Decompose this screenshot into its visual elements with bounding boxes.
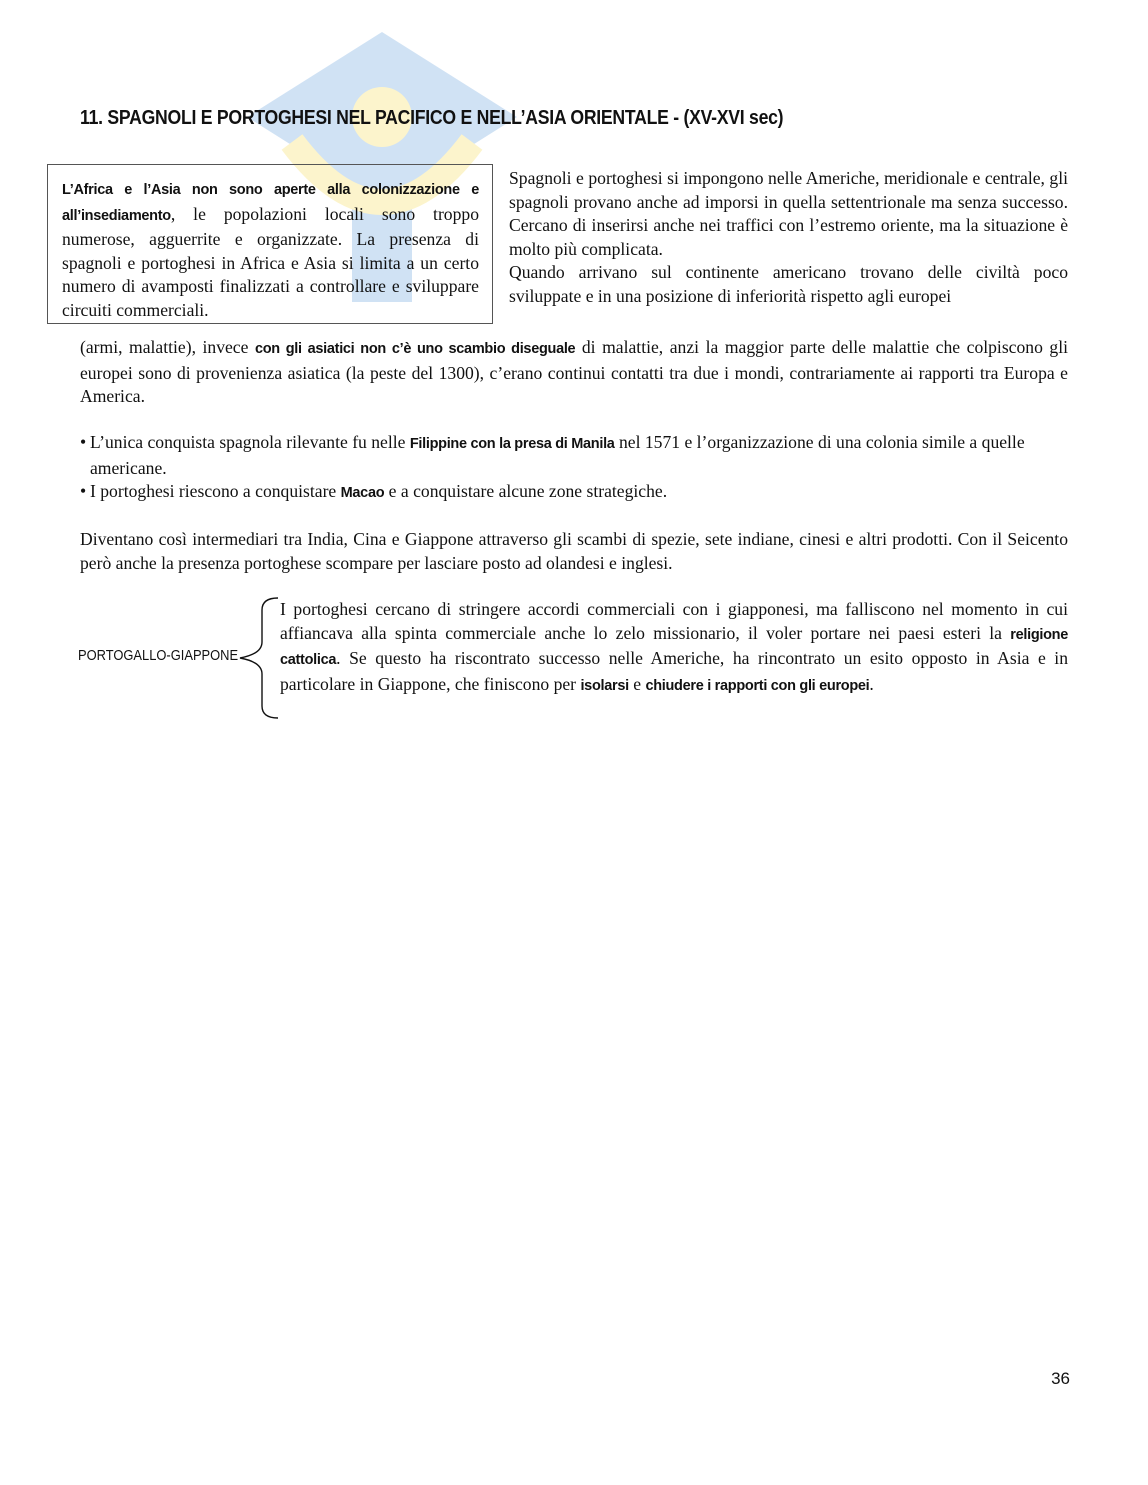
info-box-highlight: L’Africa e l’Asia non sono aperte alla colonizzazione e all’insediamento <box>62 182 479 224</box>
bullet-after: nel 1571 e l’organizzazione di una colonia simile a quelle americane. <box>90 432 1025 478</box>
intermediari-paragraph: Diventano così intermediari tra India, Cina e Giappone attraverso gli scambi di spezie, sete indiane, cinesi e altri prodotti. Con il Seicento però anche la presenza portoghese scompare per lasciare posto ad olandesi e inglesi. <box>80 529 1068 573</box>
section-heading: 11. SPAGNOLI E PORTOGHESI NEL PACIFICO E NELL’ASIA ORIENTALE - (XV-XVI sec) <box>80 106 784 129</box>
branch-text-4: . <box>869 673 874 694</box>
right-paragraph-1: Spagnoli e portoghesi si impongono nelle Americhe, meridionale e centrale, gli spagnoli provano anche ad imporsi in quella settentrionale ma senza successo. Cercano di inserirsi anche nei traffici con l’estremo oriente, ma la situazione è molto più complicata. <box>509 168 1068 259</box>
branch-highlight-1: religione cattolica <box>280 626 1068 668</box>
continuation-highlight: con gli asiatici non c’è uno scambio diseguale <box>254 341 576 357</box>
page-number: 36 <box>1051 1369 1070 1388</box>
continuation-after: di malattie, anzi la maggior parte delle malattie che colpiscono gli europei sono di provenienza asiatica (la peste del 1300), c’erano continui contatti tra due i mondi, contrariamente ai rapporti tra Europa e America. <box>80 337 1068 406</box>
list-item <box>80 431 1068 480</box>
branch-label: PORTOGALLO-GIAPPONE <box>78 647 239 664</box>
branch-text-1: I portoghesi cercano di stringere accordi commerciali con i giapponesi, ma falliscono nel momento in cui affiancava alla spinta commerciale anche lo zelo missionario, il voler portare nei paesi esteri la <box>280 599 1068 643</box>
continuation-before: (armi, malattie), invece <box>80 337 255 357</box>
branch-text <box>280 598 1068 698</box>
bullet-before: I portoghesi riescono a conquistare <box>90 481 341 501</box>
continuation-paragraph <box>80 336 1068 409</box>
right-column <box>509 167 1068 308</box>
curly-brace-icon <box>232 596 282 720</box>
bullet-highlight: Macao <box>340 485 385 501</box>
info-box-text <box>62 177 479 322</box>
branch-highlight-2: isolarsi <box>580 677 629 694</box>
info-box-body: , le popolazioni locali sono troppo numerose, agguerrite e organizzate. La presenza di spagnoli e portoghesi in Africa e Asia si limita a un certo numero di avamposti finalizzati a controllare e sviluppare circuiti commerciali. <box>62 203 479 320</box>
branch-highlight-3: chiudere i rapporti con gli europei <box>645 677 870 694</box>
bullet-highlight: Filippine con la presa di Manila <box>409 436 615 452</box>
bullet-list <box>80 431 1068 506</box>
right-paragraph-2: Quando arrivano sul continente americano trovano delle civiltà poco sviluppate e in una posizione di inferiorità rispetto agli europei <box>509 262 1068 306</box>
bullet-before: L’unica conquista spagnola rilevante fu nelle <box>90 432 410 452</box>
branch-text-3: e <box>628 673 646 694</box>
bullet-icon: • <box>80 432 87 452</box>
bullet-after: e a conquistare alcune zone strategiche. <box>384 481 668 501</box>
list-item <box>80 480 1068 506</box>
bullet-icon: • <box>80 481 87 501</box>
branch-text-2: . Se questo ha riscontrato successo nelle Americhe, ha rincontrato un esito opposto in Asia e in particolare in Giappone, che finiscono per <box>280 648 1068 694</box>
